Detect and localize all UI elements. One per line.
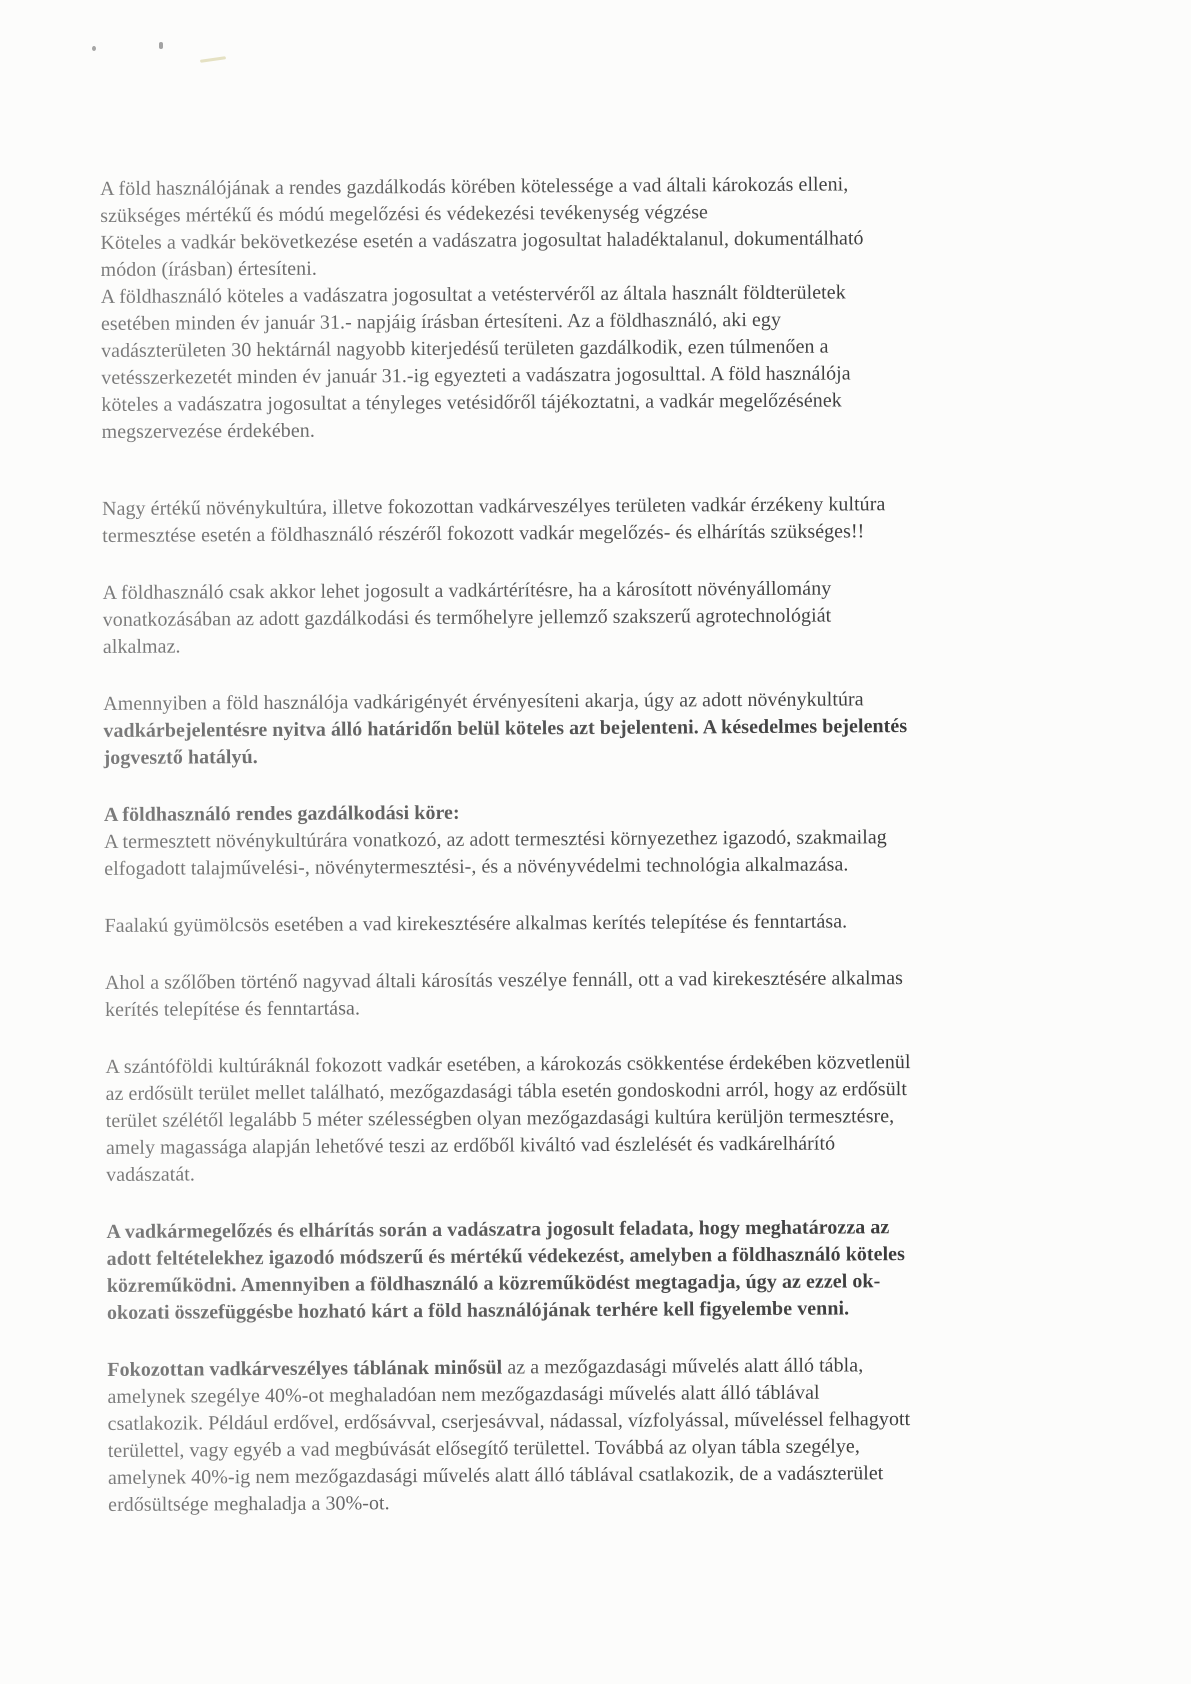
text-segment: Nagy értékű növénykultúra, illetve fokozottan vadkárveszélyes területen vadkár érzékeny kultúra xyxy=(101,493,886,520)
paragraph-block xyxy=(105,1048,1066,1189)
text-segment: vadkárbejelentésre nyitva álló határidőn belül köteles azt bejelenteni. A késedelmes bejelentés xyxy=(103,715,908,742)
text-segment: vonatkozásában az adott gazdálkodási és termőhelyre jellemző szakszerű agrotechnológiát xyxy=(102,604,832,631)
paragraph-block xyxy=(104,796,1064,883)
text-segment: terület szélétől legalább 5 méter szélességben olyan mezőgazdasági kultúra kerüljön termesztésre, xyxy=(105,1105,895,1132)
text-segment: termesztése esetén a földhasználó részéről fokozott vadkár megelőzés- és elhárítás szükséges!! xyxy=(102,520,865,547)
text-segment: amely magassága alapján lehetővé teszi az erdőből kiváltó vad észlelését és vadkárelhárító xyxy=(105,1132,836,1159)
paragraph-block xyxy=(102,490,1062,550)
text-segment: közreműködni. Amennyiben a földhasználó a közreműködést megtagadja, úgy az ezzel ok- xyxy=(106,1270,881,1297)
text-segment: vadászatát. xyxy=(106,1163,196,1186)
text-segment: az erdősült terület mellet található, mezőgazdasági tábla esetén gondoskodni arról, hogy az erdősült xyxy=(105,1078,908,1105)
text-segment: okozati összefüggésbe hozható kárt a föld használójának terhére kell figyelembe venni. xyxy=(106,1297,850,1324)
text-segment: területtel, vagy egyéb a vad megbúvását elősegítő területtel. Továbbá az olyan tábla szegélye, xyxy=(107,1435,860,1462)
text-line xyxy=(108,1486,1068,1519)
scan-smudge xyxy=(200,56,226,63)
text-segment: amelynek szegélye 40%-ot meghaladóan nem mezőgazdasági művelés alatt álló táblával xyxy=(107,1381,820,1408)
text-segment: köteles a vadászatra jogosultat a tényleges vetésidőről tájékoztatni, a vadkár megelőzésének xyxy=(101,389,842,416)
text-line xyxy=(105,907,1065,940)
text-segment: jogvesztő hatályú. xyxy=(103,746,258,769)
text-segment: Amennyiben a föld használója vadkárigényét érvényesíteni akarja, úgy az adott növénykultúra xyxy=(103,688,864,715)
text-segment: A szántóföldi kultúráknál fokozott vadkár esetében, a károkozás csökkentése érdekében közvetlenül xyxy=(105,1051,911,1078)
paragraph-block xyxy=(107,1351,1068,1519)
text-segment: A termesztett növénykultúrára vonatkozó, az adott termesztési környezethez igazodó, szakmailag xyxy=(104,826,887,853)
paragraph-block xyxy=(103,685,1063,772)
paragraph-block xyxy=(106,1213,1067,1327)
text-line xyxy=(102,517,1062,550)
paragraph-block xyxy=(105,907,1065,940)
document-body xyxy=(100,170,1068,1549)
text-segment: az a mezőgazdasági művelés alatt álló tábla, xyxy=(502,1354,864,1379)
text-segment: kerítés telepítése és fenntartása. xyxy=(105,997,361,1021)
text-segment: A föld használójának a rendes gazdálkodás körében kötelessége a vad általi károkozás elleni, xyxy=(100,173,849,200)
text-segment: elfogadott talajművelési-, növénytermesztési-, és a növényvédelmi technológia alkalmazása. xyxy=(104,853,849,880)
scan-speck xyxy=(92,46,96,51)
text-segment: Faalakú gyümölcsös esetében a vad kirekesztésére alkalmas kerítés telepítése és fenntartása. xyxy=(104,910,848,937)
text-segment: adott feltételekhez igazodó módszerű és mértékű védekezést, amelyben a földhasználó köteles xyxy=(106,1243,905,1270)
paragraph-block xyxy=(105,964,1065,1024)
paragraph-block xyxy=(100,170,1062,446)
text-segment: A vadkármegelőzés és elhárítás során a vadászatra jogosult feladata, hogy meghatározza az xyxy=(106,1216,890,1243)
text-segment: alkalmaz. xyxy=(102,635,181,658)
text-segment: Köteles a vadkár bekövetkezése esetén a vadászatra jogosultat haladéktalanul, dokumentálható xyxy=(100,227,864,254)
text-segment: esetében minden év január 31.- napjáig írásban értesíteni. Az a földhasználó, aki egy xyxy=(100,308,782,335)
text-segment: módon (írásban) értesíteni. xyxy=(100,257,317,281)
text-segment: csatlakozik. Például erdővel, erdősávval, cserjesávval, nádassal, vízfolyással, műveléssel felhagyott xyxy=(107,1408,911,1435)
text-line xyxy=(105,991,1065,1024)
text-segment: erdősültsége meghaladja a 30%-ot. xyxy=(108,1492,390,1516)
text-segment: szükséges mértékű és módú megelőzési és védekezési tevékenység végzése xyxy=(100,201,709,227)
text-line xyxy=(103,739,1063,772)
text-segment: A földhasználó csak akkor lehet jogosult a vadkártérítésre, ha a károsított növényállomány xyxy=(102,577,832,604)
text-segment: vadászterületen 30 hektárnál nagyobb kiterjedésű területen gazdálkodik, ezen túlmenően a xyxy=(101,335,829,362)
text-segment: amelynek 40%-ig nem mezőgazdasági művelés alatt álló táblával csatlakozik, de a vadászterület xyxy=(107,1462,884,1489)
text-line xyxy=(104,850,1064,883)
paragraph-block xyxy=(102,574,1062,661)
text-segment: Fokozottan vadkárveszélyes táblának minősül xyxy=(107,1356,503,1381)
text-segment: megszervezése érdekében. xyxy=(101,419,315,443)
text-line xyxy=(101,413,1061,446)
text-segment: vetésszerkezetét minden év január 31.-ig egyezteti a vadászatra jogosulttal. A föld használója xyxy=(101,362,851,389)
text-segment: Ahol a szőlőben történő nagyvad általi károsítás veszélye fennáll, ott a vad kirekesztésére alkalmas xyxy=(104,967,904,994)
scan-speck xyxy=(159,42,163,49)
text-line xyxy=(107,1294,1067,1327)
text-segment: A földhasználó köteles a vadászatra jogosultat a vetéstervéről az általa használt földterületek xyxy=(100,281,846,308)
text-segment: A földhasználó rendes gazdálkodási köre: xyxy=(103,801,460,826)
